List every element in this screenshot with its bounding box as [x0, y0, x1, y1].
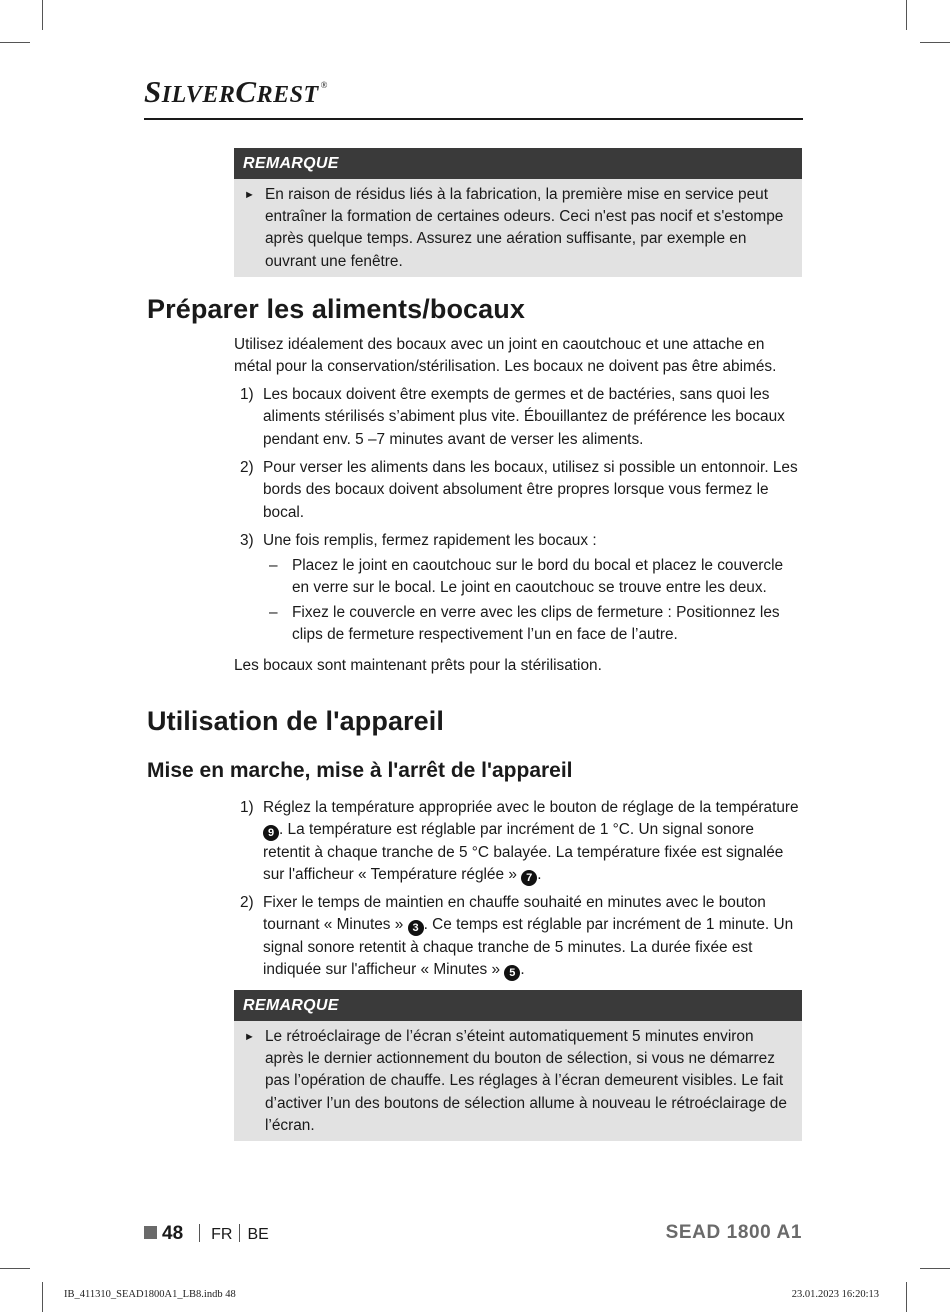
sub-step-text: Placez le joint en caoutchouc sur le bord du bocal et placez le couvercle en verre sur le bocal. Le joint en caoutchouc se trouve entre les deux. [292, 557, 784, 597]
list-item [234, 530, 802, 552]
page-number: 48 [162, 1223, 184, 1244]
sub-list-item [263, 602, 803, 647]
square-marker-icon [144, 1226, 157, 1239]
ref-number-badge: 5 [504, 965, 520, 981]
section-intro: Utilisez idéalement des bocaux avec un joint en caoutchouc et une attache en métal pour la conservation/stérilisation. Les bocaux ne doivent pas être abimés. [234, 336, 777, 376]
note-box [234, 148, 802, 277]
crop-mark [42, 0, 43, 30]
note-item [234, 179, 802, 277]
brand-logo: SILVERCREST ® [144, 74, 328, 109]
list-item [234, 797, 802, 886]
step-number: 1) [240, 386, 254, 403]
header-rule [144, 118, 803, 120]
sub-step-text: Fixez le couvercle en verre avec les clips de fermeture : Positionnez les clips de fermeture respectivement l’un en face de l’autre. [292, 604, 780, 644]
sub-list-item [263, 555, 803, 600]
step-text: Réglez la température appropriée avec le bouton de réglage de la température 9 . La température est réglable par incrément de 1 °C. Un signal sonore retentit à chaque tranche de 5 °C balayée. La température fixée est signalée sur l'afficheur « Température réglée » 7 . [263, 799, 799, 884]
section-subtitle: Mise en marche, mise à l'arrêt de l'appareil [147, 759, 573, 782]
list-item [234, 892, 802, 981]
ref-number-badge: 3 [408, 920, 424, 936]
step-number: 2) [240, 894, 254, 911]
print-slug-file: IB_411310_SEAD1800A1_LB8.indb 48 [64, 1289, 236, 1300]
dash-marker: – [269, 604, 278, 621]
section-title: Utilisation de l'appareil [147, 706, 444, 736]
note-title: REMARQUE [234, 148, 802, 179]
note-text: Le rétroéclairage de l’écran s’éteint automatiquement 5 minutes environ après le dernier actionnement du bouton de sélection, si vous ne démarrez pas l’opération de chauffe. Les réglages à l’écran demeurent visibles. Le fait d’activer l’un des boutons de sélection allume à nouveau le rétroéclairage de l’écran. [265, 1028, 787, 1134]
note-box [234, 990, 802, 1141]
section-outro: Les bocaux sont maintenant prêts pour la stérilisation. [234, 657, 602, 674]
crop-mark [920, 1268, 950, 1269]
step-number: 3) [240, 532, 254, 549]
list-item [234, 384, 802, 451]
crop-mark [906, 1282, 907, 1312]
arrow-right-icon: ► [244, 1031, 255, 1043]
crop-mark [920, 42, 950, 43]
page-footer [144, 1221, 269, 1247]
crop-mark [0, 42, 30, 43]
language-code: BE [247, 1226, 269, 1243]
crop-mark [0, 1268, 30, 1269]
step-text: Pour verser les aliments dans les bocaux, utilisez si possible un entonnoir. Les bords des bocaux doivent absolument être propres lorsque vous fermez le bocal. [263, 459, 798, 521]
model-number: SEAD 1800 A1 [665, 1222, 802, 1243]
note-item [234, 1021, 802, 1141]
step-number: 1) [240, 799, 254, 816]
step-text: Fixer le temps de maintien en chauffe souhaité en minutes avec le bouton tournant « Minutes » 3 . Ce temps est réglable par incrément de 1 minute. Un signal sonore retentit à chaque tranche de 5 minutes. La durée fixée est indiquée sur l'afficheur « Minutes » 5 . [263, 894, 794, 979]
dash-marker: – [269, 557, 278, 574]
step-text: Les bocaux doivent être exempts de germes et de bactéries, sans quoi les aliments stérilisés s’abiment plus vite. Ébouillantez de préférence les bocaux pendant env. 5 –7 minutes avant de verser les aliments. [263, 386, 785, 448]
arrow-right-icon: ► [244, 189, 255, 201]
note-text: En raison de résidus liés à la fabrication, la première mise en service peut entraîner la formation de certaines odeurs. Ceci n'est pas nocif et s'estompe après quelque temps. Assurez une aération suffisante, par exemple en ouvrant une fenêtre. [265, 186, 784, 270]
list-item [234, 457, 802, 524]
ref-number-badge: 9 [263, 825, 279, 841]
step-text: Une fois remplis, fermez rapidement les bocaux : [263, 532, 597, 549]
note-title: REMARQUE [234, 990, 802, 1021]
print-slug-date: 23.01.2023 16:20:13 [791, 1289, 879, 1300]
section-title: Préparer les aliments/bocaux [147, 294, 525, 324]
divider [239, 1224, 240, 1242]
language-code: FR [211, 1226, 233, 1243]
step-number: 2) [240, 459, 254, 476]
ref-number-badge: 7 [521, 870, 537, 886]
crop-mark [906, 0, 907, 30]
divider [199, 1224, 200, 1242]
crop-mark [42, 1282, 43, 1312]
